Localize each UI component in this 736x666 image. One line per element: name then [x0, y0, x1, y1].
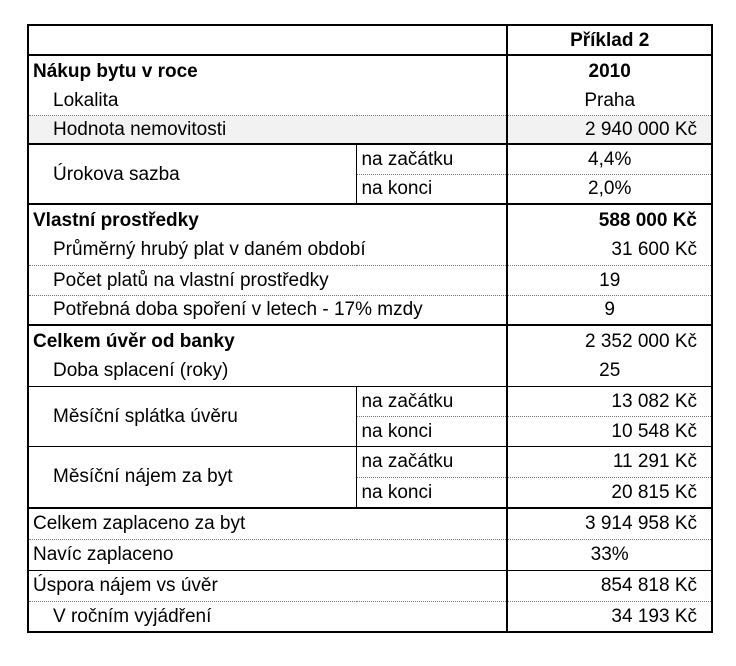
- monthly-rent-end-value: 20 815 Kč: [507, 477, 712, 508]
- avg-salary-row: [28, 235, 712, 265]
- loan-total-value: 2 352 000 Kč: [507, 325, 712, 356]
- property-value-row: [28, 115, 712, 144]
- repay-period-label: Doba splacení (roky): [28, 356, 507, 386]
- savings-value: 854 818 Kč: [507, 570, 712, 601]
- monthly-payment-start-value: 13 082 Kč: [507, 386, 712, 416]
- monthly-rent-end-label: na konci: [357, 477, 507, 508]
- loan-total-row: [28, 325, 712, 356]
- total-paid-row: [28, 508, 712, 539]
- interest-start-row: [28, 144, 712, 174]
- avg-salary-label: Průměrný hrubý plat v daném období: [28, 235, 507, 265]
- loan-total-label: Celkem úvěr od banky: [28, 325, 507, 356]
- salary-count-value: 19: [507, 265, 712, 295]
- calculation-table: [27, 24, 713, 633]
- monthly-payment-start-row: [28, 386, 712, 416]
- monthly-rent-label: Měsíční nájem za byt: [28, 446, 357, 508]
- saving-time-row: [28, 295, 712, 325]
- purchase-year-value: 2010: [507, 55, 712, 86]
- yearly-row: [28, 601, 712, 632]
- interest-start-value: 4,4%: [507, 144, 712, 174]
- example-header: Příklad 2: [507, 25, 712, 55]
- extra-paid-label: Navíc zaplaceno: [28, 539, 507, 570]
- total-paid-label: Celkem zaplaceno za byt: [28, 508, 507, 539]
- purchase-year-row: [28, 55, 712, 86]
- own-funds-value: 588 000 Kč: [507, 204, 712, 235]
- location-value: Praha: [507, 86, 712, 115]
- extra-paid-value: 33%: [507, 539, 712, 570]
- property-value-value: 2 940 000 Kč: [507, 115, 712, 144]
- interest-end-value: 2,0%: [507, 174, 712, 204]
- monthly-rent-start-value: 11 291 Kč: [507, 446, 712, 477]
- interest-label: Úrokova sazba: [28, 144, 357, 204]
- saving-time-label: Potřebná doba spoření v letech - 17% mzdy: [28, 295, 507, 325]
- monthly-payment-end-label: na konci: [357, 416, 507, 446]
- header-row: [28, 25, 712, 55]
- own-funds-label: Vlastní prostředky: [28, 204, 507, 235]
- saving-time-value: 9: [507, 295, 712, 325]
- header-empty-cell: [28, 25, 507, 55]
- avg-salary-value: 31 600 Kč: [507, 235, 712, 265]
- monthly-payment-end-value: 10 548 Kč: [507, 416, 712, 446]
- salary-count-row: [28, 265, 712, 295]
- salary-count-label: Počet platů na vlastní prostředky: [28, 265, 507, 295]
- own-funds-row: [28, 204, 712, 235]
- savings-row: [28, 570, 712, 601]
- location-label: Lokalita: [28, 86, 507, 115]
- monthly-rent-start-row: [28, 446, 712, 477]
- yearly-label: V ročním vyjádření: [28, 601, 507, 632]
- purchase-year-label: Nákup bytu v roce: [28, 55, 507, 86]
- repay-period-value: 25: [507, 356, 712, 386]
- total-paid-value: 3 914 958 Kč: [507, 508, 712, 539]
- property-value-label: Hodnota nemovitosti: [28, 115, 507, 144]
- monthly-payment-start-label: na začátku: [357, 386, 507, 416]
- location-row: [28, 86, 712, 115]
- yearly-value: 34 193 Kč: [507, 601, 712, 632]
- interest-start-label: na začátku: [357, 144, 507, 174]
- savings-label: Úspora nájem vs úvěr: [28, 570, 507, 601]
- monthly-rent-start-label: na začátku: [357, 446, 507, 477]
- repay-period-row: [28, 356, 712, 386]
- monthly-payment-label: Měsíční splátka úvěru: [28, 386, 357, 446]
- extra-paid-row: [28, 539, 712, 570]
- interest-end-label: na konci: [357, 174, 507, 204]
